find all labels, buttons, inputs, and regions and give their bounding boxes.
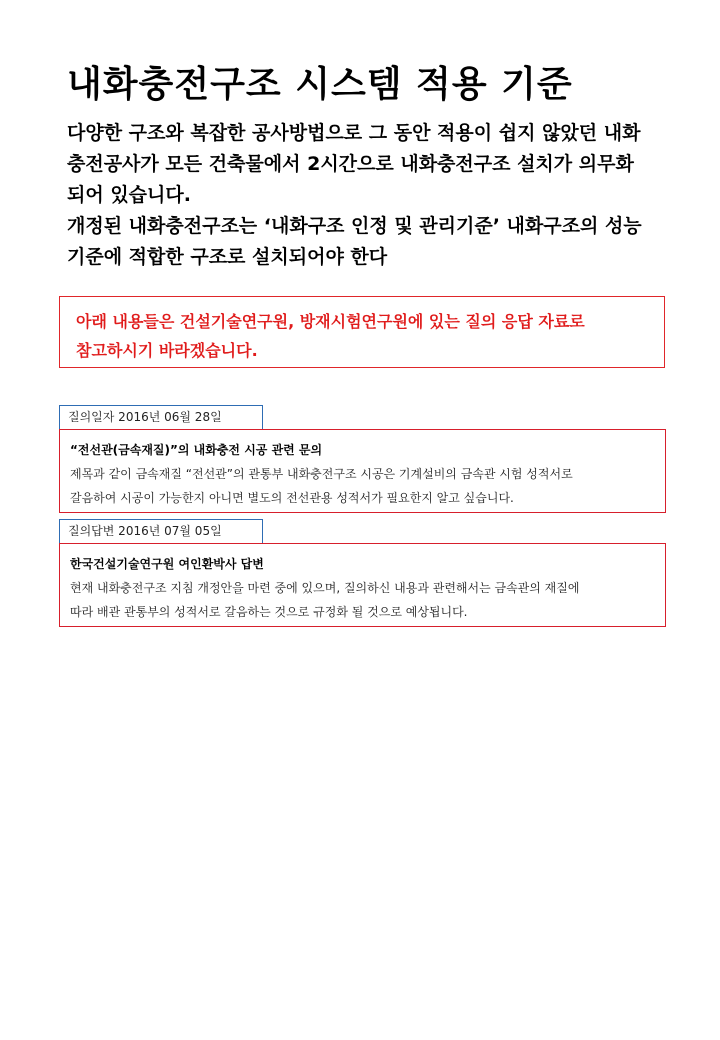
intro-paragraph: [67, 118, 667, 273]
intro-line: 다양한 구조와 복잡한 공사방법으로 그 동안 적용이 쉽지 않았던 내화: [67, 122, 641, 144]
question-body: [70, 462, 655, 510]
answer-body: [70, 576, 655, 624]
question-heading: “전선관(금속재질)”의 내화충전 시공 관련 문의: [70, 443, 323, 457]
question-body-line: 제목과 같이 금속재질 “전선관”의 관통부 내화충전구조 시공은 기계설비의 금속관 시험 성적서로: [70, 467, 573, 481]
answer-date-tag: 질의답변 2016년 07월 05일: [59, 519, 263, 543]
notice-line: 아래 내용들은 건설기술연구원, 방재시험연구원에 있는 질의 응답 자료로: [76, 312, 585, 331]
question-body-line: 갈음하여 시공이 가능한지 아니면 별도의 전선관용 성적서가 필요한지 알고 싶습니다.: [70, 491, 514, 505]
question-box: [59, 429, 666, 513]
intro-line: 충전공사가 모든 건축물에서 2시간으로 내화충전구조 설치가 의무화: [67, 153, 634, 175]
intro-line: 기준에 적합한 구조로 설치되어야 한다: [67, 246, 388, 268]
answer-body-line: 현재 내화충전구조 지침 개정안을 마련 중에 있으며, 질의하신 내용과 관련해서는 금속관의 재질에: [70, 581, 580, 595]
notice-box: [59, 296, 665, 368]
page-title: 내화충전구조 시스템 적용 기준: [67, 64, 573, 105]
answer-heading: 한국건설기술연구원 여인환박사 답변: [70, 557, 264, 571]
intro-line: 개정된 내화충전구조는 ‘내화구조 인정 및 관리기준’ 내화구조의 성능: [67, 215, 642, 237]
notice-line: 참고하시기 바라겠습니다.: [76, 341, 258, 360]
answer-box: [59, 543, 666, 627]
answer-body-line: 따라 배관 관통부의 성적서로 갈음하는 것으로 규정화 될 것으로 예상됩니다.: [70, 605, 468, 619]
question-date-tag: 질의일자 2016년 06월 28일: [59, 405, 263, 429]
intro-line: 되어 있습니다.: [67, 184, 191, 206]
